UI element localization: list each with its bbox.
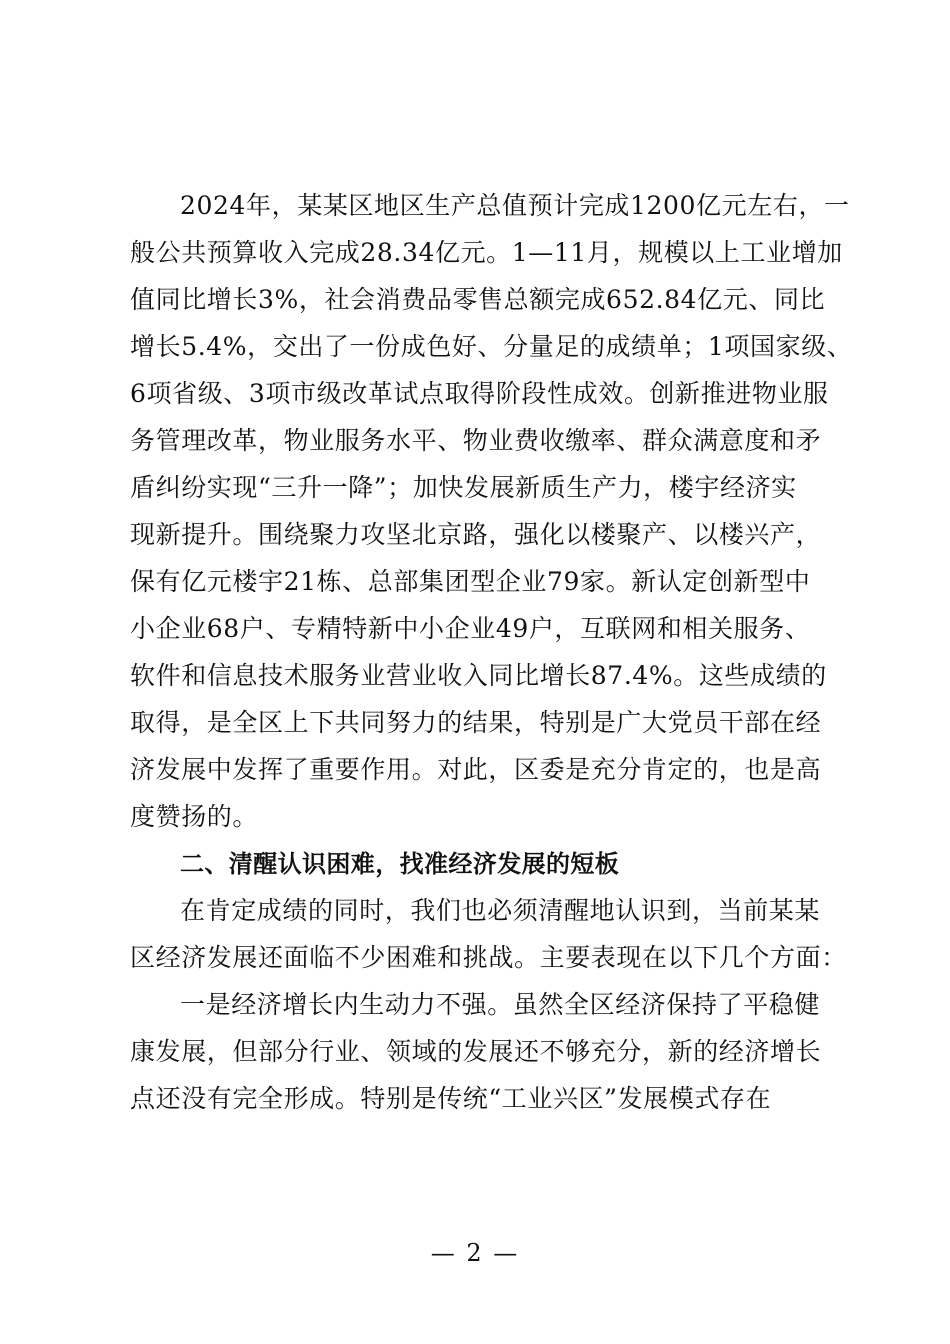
- paragraph1-line-11: 软件和信息技术服务业营业收入同比增长87.4%。这些成绩的: [130, 661, 827, 690]
- paragraph1-line-7: 盾纠纷实现“三升一降”；加快发展新质生产力，楼宇经济实: [130, 473, 797, 502]
- paragraph1-line-9: 保有亿元楼宇21栋、总部集团型企业79家。新认定创新型中: [130, 567, 811, 596]
- paragraph3-line-3: 点还没有完全形成。特别是传统“工业兴区”发展模式存在: [130, 1084, 772, 1113]
- paragraph1-line-8: 现新提升。围绕聚力攻坚北京路，强化以楼聚产、以楼兴产，: [130, 520, 822, 549]
- paragraph1-line-13: 济发展中发挥了重要作用。对此，区委是充分肯定的，也是高: [130, 755, 822, 784]
- paragraph2-line-2: 区经济发展还面临不少困难和挑战。主要表现在以下几个方面：: [130, 943, 847, 972]
- paragraph1-line-6: 务管理改革，物业服务水平、物业费收缴率、群众满意度和矛: [130, 426, 822, 455]
- paragraph1-line-2: 般公共预算收入完成28.34亿元。1—11月，规模以上工业增加: [130, 238, 843, 267]
- paragraph3-line-2: 康发展，但部分行业、领域的发展还不够充分，新的经济增长: [130, 1037, 822, 1066]
- paragraph3-line-1: 一是经济增长内生动力不强。虽然全区经济保持了平稳健: [180, 990, 821, 1019]
- section-heading: 二、清醒认识困难，找准经济发展的短板: [180, 850, 620, 878]
- page-number: — 2 —: [430, 1239, 520, 1267]
- paragraph1-line-5: 6项省级、3项市级改革试点取得阶段性成效。创新推进物业服: [130, 379, 829, 408]
- paragraph1-line-12: 取得，是全区上下共同努力的结果，特别是广大党员干部在经: [130, 708, 822, 737]
- paragraph1-line-14: 度赞扬的。: [130, 802, 259, 831]
- paragraph1-line-10: 小企业68户、专精特新中小企业49户，互联网和相关服务、: [130, 614, 811, 643]
- paragraph1-line-4: 增长5.4%，交出了一份成色好、分量足的成绩单；1项国家级、: [130, 332, 853, 361]
- paragraph1-line-1: 2024年，某某区地区生产总值预计完成1200亿元左右，一: [180, 191, 850, 220]
- paragraph2-line-1: 在肯定成绩的同时，我们也必须清醒地认识到，当前某某: [180, 896, 821, 925]
- paragraph1-line-3: 值同比增长3%，社会消费品零售总额完成652.84亿元、同比: [130, 285, 826, 314]
